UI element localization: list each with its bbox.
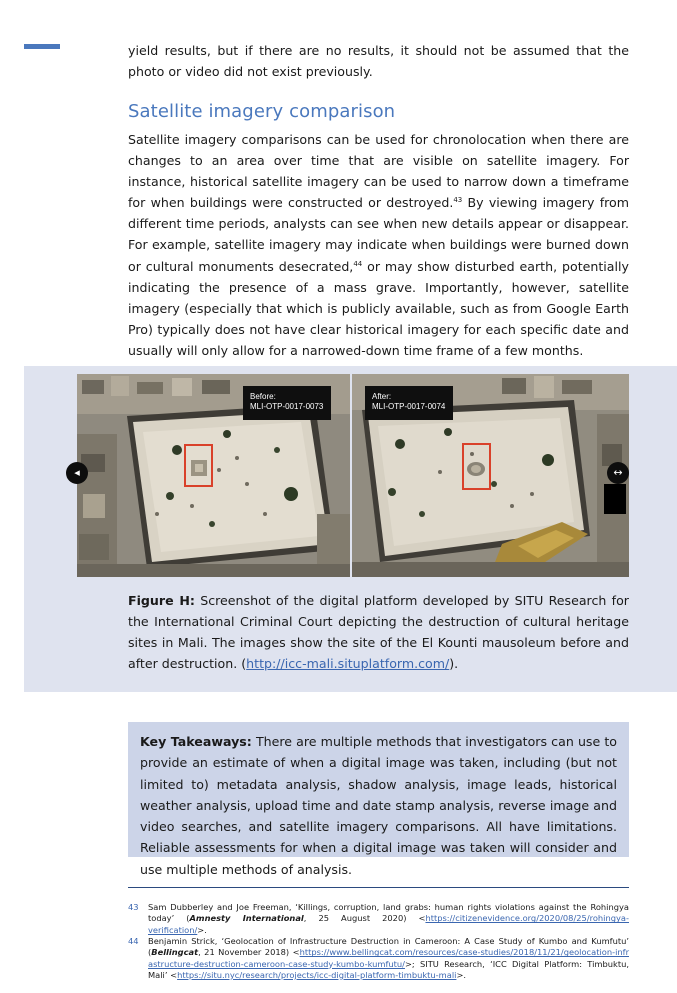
footnote-link[interactable]: https://citizenevidence.org/2020/08/25/rohingya-verification/ <box>148 913 629 935</box>
figure-caption-label: Figure H: <box>128 593 195 608</box>
section-heading: Satellite imagery comparison <box>128 101 396 122</box>
before-label <box>243 386 331 420</box>
footnote-source: Amnesty International <box>189 913 304 924</box>
intro-paragraph: yield results, but if there are no results, it should not be assumed that the photo or video did not exist previously. <box>128 43 629 80</box>
section-text-3: or may show disturbed earth, potentially indicating the presence of a mass grave. Importantly, however, satellite imagery (especially that which is publicly available, such as from Google Earth Pro) typically does not have clear historical imagery for each specific date and usually will only allow for a narrowed-down time frame of a few months. <box>128 258 629 358</box>
key-takeaways-label: Key Takeaways: <box>140 734 252 749</box>
footnote-ref-44[interactable]: 44 <box>353 259 363 268</box>
footnote-43 <box>128 902 629 936</box>
section-text-2: By viewing imagery from different time periods, analysts can see when new details appear or disappear. For example, satellite imagery may indicate when buildings were burned down or cultural monuments desecrated, <box>128 195 629 274</box>
page-accent-bar <box>24 44 60 49</box>
footnote-text: Sam Dubberley and Joe Freeman, ‘Killings, corruption, land grabs: human rights violations against the Rohingya today’ (Amnesty International, 25 August 2020) <https://citizenevidence.org/2020/08/25/rohingya-verification/>. <box>148 902 629 935</box>
footnote-link-2[interactable]: https://situ.nyc/research/projects/icc-digital-platform-timbuktu-mali <box>177 969 457 980</box>
footnote-source: Bellingcat <box>151 947 199 958</box>
footnote-divider <box>128 887 629 888</box>
footnote-44 <box>128 936 629 981</box>
satellite-image-before[interactable] <box>77 374 350 577</box>
after-label-title: After: <box>372 392 392 401</box>
section-text-1: Satellite imagery comparisons can be used for chronolocation when there are changes to an area over time that are visible on satellite imagery. For instance, historical satellite imagery can be used to narrow down a timeframe for when buildings were constructed or destroyed. <box>128 132 629 211</box>
before-label-title: Before: <box>250 392 276 401</box>
footnote-number: 43 <box>128 902 139 912</box>
after-label <box>365 386 453 420</box>
satellite-image-after[interactable] <box>352 374 629 577</box>
section-paragraph <box>128 129 629 361</box>
figure-caption <box>128 590 629 674</box>
footnote-number: 44 <box>128 936 139 946</box>
key-takeaways-body: There are multiple methods that investigators can use to provide an estimate of when a digital image was taken, including (but not limited to) metadata analysis, shadow analysis, image leads, historical weather analysis, upload time and date stamp analysis, reverse image and video searches, and satellite imagery comparisons. All have limitations. Reliable assessments for when a digital image was taken will consider and use multiple methods of analysis. <box>140 734 618 877</box>
key-takeaways-text <box>140 731 617 880</box>
figure-caption-text: Screenshot of the digital platform developed by SITU Research for the International Criminal Court depicting the destruction of cultural heritage sites in Mali. The images show the site of the El Kounti mausoleum before and after destruction. ( <box>128 593 629 671</box>
figure-caption-end: ). <box>449 656 459 671</box>
footnote-ref-43[interactable]: 43 <box>453 196 463 205</box>
figure-caption-link[interactable]: http://icc-mali.situplatform.com/ <box>246 656 450 671</box>
before-image-id: MLI-OTP-0017-0073 <box>250 402 324 411</box>
footnote-text: Benjamin Strick, ‘Geolocation of Infrastructure Destruction in Cameroon: A Case Study of Kumbo and Kumfutu’ (Bellingcat, 21 November 2018) <https://www.bellingcat.com/resources/case-studies/2018/11/21/geolocation-infrastructure-destruction-cameroon-case-study-kumbo-kumfutu/>; SITU Research, ‘ICC Digital Platform: Timbuktu, Mali’ <https://situ.nyc/research/projects/icc-digital-platform-timbuktu-mali>. <box>148 936 629 980</box>
footnote-link[interactable]: https://www.bellingcat.com/resources/case-studies/2018/11/21/geolocation-infrastructure-destruction-cameroon-case-study-kumbo-kumfutu/ <box>148 947 629 969</box>
after-slider-handle[interactable]: ↔ <box>607 462 629 484</box>
after-image-id: MLI-OTP-0017-0074 <box>372 402 446 411</box>
key-takeaways-box <box>128 722 629 877</box>
before-slider-handle[interactable]: ◂ <box>66 462 88 484</box>
